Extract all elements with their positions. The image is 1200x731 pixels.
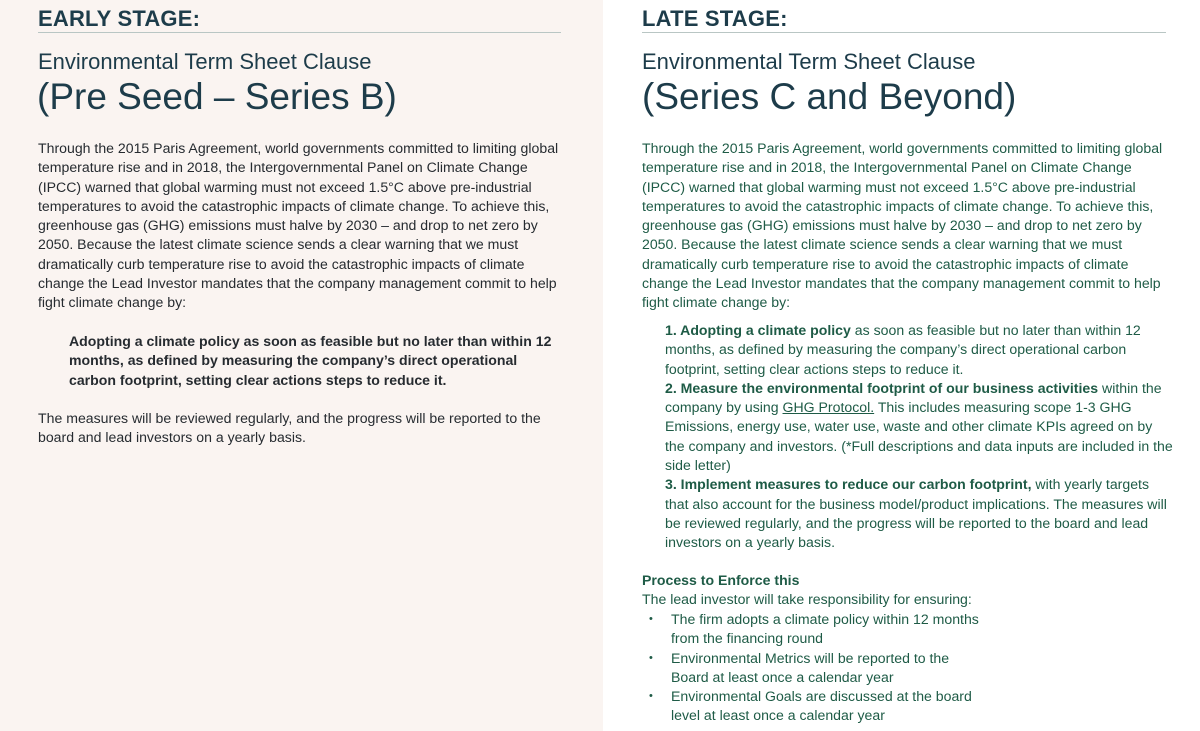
early-policy-item bbox=[69, 332, 559, 390]
early-stage-label: EARLY STAGE: bbox=[38, 6, 201, 31]
enforce-heading: Process to Enforce this bbox=[642, 572, 800, 588]
late-stage-column bbox=[603, 0, 1200, 731]
late-stage-divider bbox=[642, 32, 1166, 33]
bullet-text: Environmental Metrics will be reported to the Board at least once a calendar year bbox=[671, 649, 950, 685]
ghg-protocol-link[interactable]: GHG Protocol. bbox=[782, 399, 875, 416]
bullet-icon: • bbox=[649, 690, 653, 703]
early-policy-text: as soon as feasible but no later than within 12 months, as defined by measuring the company’s direct operational carbon footprint, setting clear actions steps to reduce it. bbox=[69, 333, 552, 388]
early-policy-lead: Adopting a climate policy bbox=[69, 333, 240, 349]
early-stage-range: (Pre Seed – Series B) bbox=[37, 76, 397, 117]
bullet-icon: • bbox=[649, 613, 653, 625]
step1-text: as soon as feasible but no later than within 12 months, as defined by measuring the company’s direct operational carbon footprint, setting clear actions steps to reduce it. bbox=[665, 322, 1141, 377]
late-stage-label: LATE STAGE: bbox=[642, 6, 788, 31]
bullet-text: Environmental Goals are discussed at the board level at least once a calendar year bbox=[671, 688, 972, 724]
list-item bbox=[665, 321, 1175, 379]
early-stage-divider bbox=[38, 32, 561, 33]
step2-text: within the company by using bbox=[665, 379, 1162, 416]
list-item bbox=[665, 475, 1175, 552]
list-item bbox=[649, 610, 989, 649]
late-measures-list bbox=[665, 321, 1175, 553]
step1-lead: 1. Adopting a climate policy bbox=[665, 322, 851, 338]
early-clause-title: Environmental Term Sheet Clause bbox=[38, 49, 372, 74]
list-item bbox=[649, 687, 989, 726]
late-clause-title: Environmental Term Sheet Clause bbox=[642, 49, 976, 74]
early-closing-paragraph: The measures will be reviewed regularly, and the progress will be reported to the board and lead investors on a yearly basis. bbox=[38, 410, 541, 446]
list-item bbox=[649, 649, 989, 688]
enforce-intro: The lead investor will take responsibility for ensuring: bbox=[642, 591, 972, 607]
enforce-bullet-list bbox=[649, 610, 989, 726]
step2-lead: 2. Measure the environmental footprint of our business activities bbox=[665, 379, 1099, 396]
step2-detail: This includes measuring scope 1-3 GHG Emissions, energy use, water use, waste and other climate KPIs agreed on by the company and investors. (*Full descriptions and data inputs are included in the side letter) bbox=[665, 399, 1173, 474]
list-item bbox=[665, 379, 1175, 475]
step3-lead: 3. Implement measures to reduce our carbon footprint, bbox=[665, 476, 1032, 493]
late-intro-paragraph: Through the 2015 Paris Agreement, world governments committed to limiting global temperature rise and in 2018, the Intergovernmental Panel on Climate Change (IPCC) warned that global warming must not exceed 1.5°C above pre-industrial temperatures to avoid the catastrophic impacts of climate change. To achieve this, greenhouse gas (GHG) emissions must halve by 2030 – and drop to net zero by 2050. Because the latest climate science sends a clear warning that we must dramatically curb temperature rise to avoid the catastrophic impacts of climate change the Lead Investor mandates that the company management commit to help fight climate change by: bbox=[642, 140, 1163, 311]
late-stage-range: (Series C and Beyond) bbox=[642, 76, 1017, 117]
bullet-text: The firm adopts a climate policy within 12 months from the financing round bbox=[671, 611, 979, 647]
step3-text: with yearly targets that also account for the business model/product implications. The measures will be reviewed regularly, and the progress will be reported to the board and lead investors on a yearly basis. bbox=[665, 476, 1167, 551]
early-intro-paragraph: Through the 2015 Paris Agreement, world governments committed to limiting global temperature rise and in 2018, the Intergovernmental Panel on Climate Change (IPCC) warned that global warming must not exceed 1.5°C above pre-industrial temperatures to avoid the catastrophic impacts of climate change. To achieve this, greenhouse gas (GHG) emissions must halve by 2030 – and drop to net zero by 2050. Because the latest climate science sends a clear warning that we must dramatically curb temperature rise to avoid the catastrophic impacts of climate change the Lead Investor mandates that the company management commit to help fight climate change by: bbox=[38, 140, 559, 311]
bullet-icon: • bbox=[649, 651, 653, 664]
